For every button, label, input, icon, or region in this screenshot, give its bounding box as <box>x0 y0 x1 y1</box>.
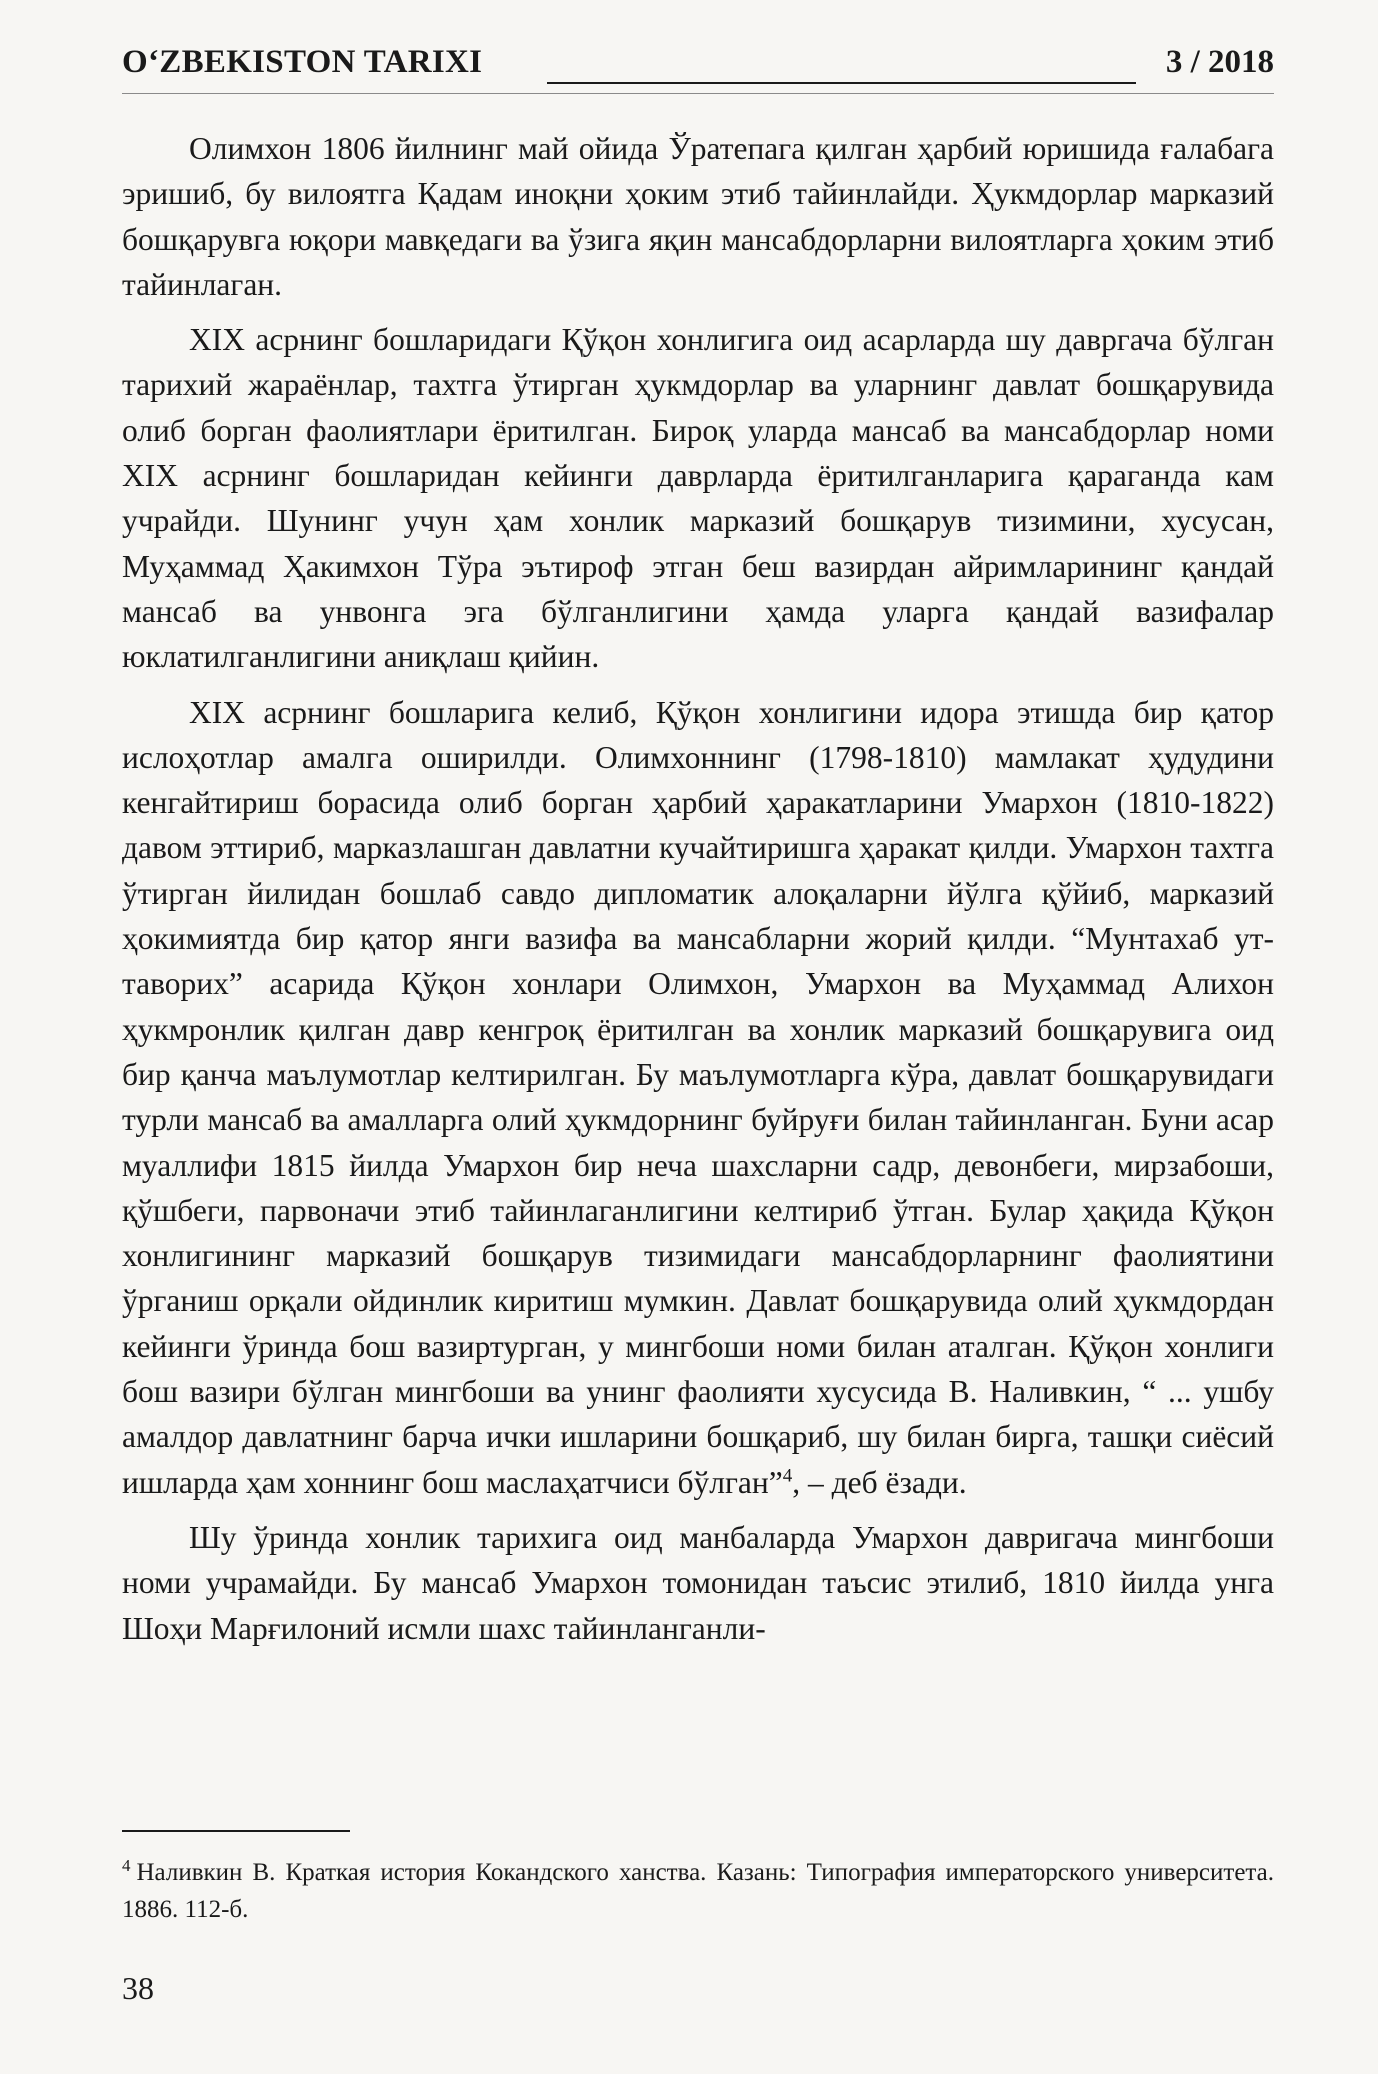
footnote-separator <box>122 1830 350 1832</box>
paragraph: XIX асрнинг бошларидаги Қўқон хонлигига оид асарларда шу давргача бўлган тарихий жараёнлар, тахтга ўтирган ҳукмдорлар ва уларнинг давлат бошқарувида олиб борган фаолиятлари ёритилган. Бироқ уларда мансаб ва мансабдорлар номи XIX асрнинг бошларидан кейинги даврларда ёритилганларига қараганда кам учрайди. Шунинг учун ҳам хонлик марказий бошқарув тизимини, хусусан, Муҳаммад Ҳакимхон Тўра эътироф этган беш вазирдан айримларининг қандай мансаб ва унвонга эга бўлганлигини ҳамда уларга қандай вазифалар юклатилганлигини аниқлаш қийин. <box>122 322 1274 675</box>
header-bottom-rule <box>122 93 1274 94</box>
footnote-reference[interactable]: 4 <box>782 1465 793 1487</box>
paragraph-tail: , – деб ёзади. <box>792 1464 967 1500</box>
footnote-number: 4 <box>122 1855 131 1875</box>
header-rule <box>547 82 1136 84</box>
page-number: 38 <box>122 1970 154 2006</box>
paragraph-text: XIX асрнинг бошларига келиб, Қўқон хонлигини идора этишда бир қатор ислоҳотлар амалга оширилди. Олимхоннинг (1798-1810) мамлакат ҳудудини кенгайтириш борасида олиб борган ҳарбий ҳаракатларини Умархон (1810-1822) давом эттириб, марказлашган давлатни кучайтиришга ҳаракат қилди. Умархон тахтга ўтирган йилидан бошлаб савдо дипломатик алоқаларни йўлга қўйиб, марказий ҳокимиятда бир қатор янги вазифа ва мансабларни жорий қилди. “Мунтахаб ут-таворих” асарида Қўқон хонлари Олимхон, Умархон ва Муҳаммад Алихон ҳукмронлик қилган давр кенгроқ ёритилган ва хонлик марказий бошқарувига оид бир қанча маълумотлар келтирилган. Бу маълумотларга кўра, давлат бошқарувидаги турли мансаб ва амалларга олий ҳукмдорнинг буйруғи билан тайинланган. Буни асар муаллифи 1815 йилда Умархон бир неча шахсларни садр, девонбеги, мирзабоши, қўшбеги, парвоначи этиб тайинлаганлигини келтириб ўтган. Булар ҳақида Қўқон хонлигининг марказий бошқарув тизимидаги мансабдорларнинг фаолиятини ўрганиш орқали ойдинлик киритиш мумкин. Давлат бошқарувида олий ҳукмдордан кейинги ўринда бош вазиртурган, у мингбоши номи билан аталган. Қўқон хонлиги бош вазири бўлган мингбоши ва унинг фаолияти хусусида В. Наливкин, “ ... ушбу амалдор давлатнинг барча ички ишларини бошқариб, шу билан бирга, ташқи сиёсий ишларда ҳам хоннинг бош маслаҳатчиси бўлган” <box>122 694 1274 1500</box>
running-header <box>122 44 1274 94</box>
paragraph <box>122 690 1274 1505</box>
article-body <box>122 126 1274 1651</box>
journal-title: O‘ZBEKISTON TARIXI <box>122 44 496 81</box>
paragraph: Олимхон 1806 йилнинг май ойида Ўратепага қилган ҳарбий юришида ғалабага эришиб, бу вилоятга Қадам иноқни ҳоким этиб тайинлайди. Ҳукмдорлар марказий бошқарувга юқори мавқедаги ва ўзига яқин мансабдорларни вилоятларга ҳоким этиб тайинлаган. <box>122 131 1274 302</box>
paragraph: Шу ўринда хонлик тарихига оид манбаларда Умархон давригача мингбоши номи учрамайди. Бу мансаб Умархон томонидан таъсис этилиб, 1810 йилда унга Шоҳи Марғилоний исмли шахс тайинланганли- <box>122 1519 1274 1646</box>
footnote-text: Наливкин В. Краткая история Кокандского ханства. Казань: Типография императорского университета. 1886. 112-б. <box>122 1859 1274 1923</box>
footnote <box>122 1854 1274 1928</box>
issue-number: 3 / 2018 <box>1152 44 1274 81</box>
